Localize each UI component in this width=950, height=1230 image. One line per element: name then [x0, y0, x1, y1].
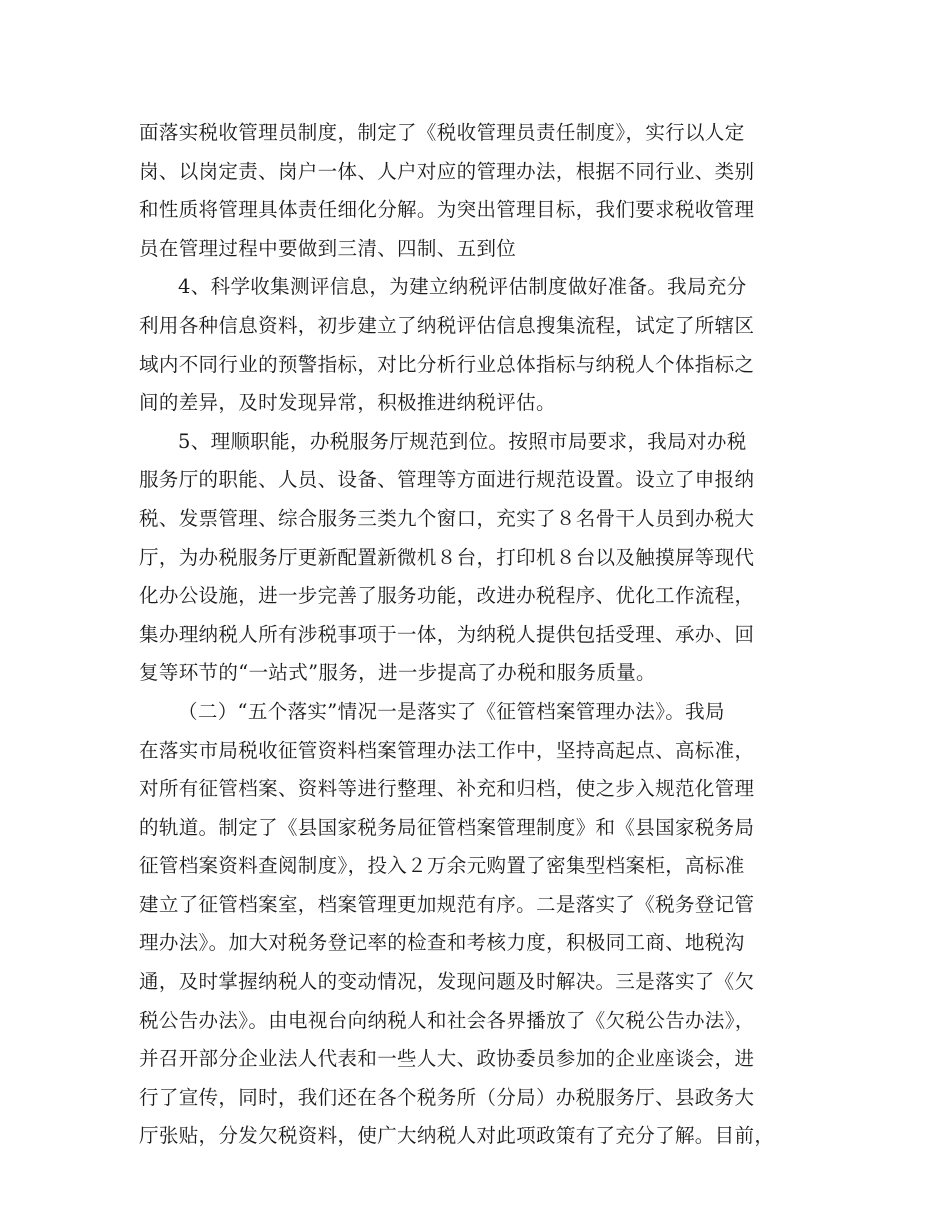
paragraph-line: 和性质将管理具体责任细化分解。为突出管理目标，我们要求税收管理: [139, 198, 755, 222]
paragraph-line: 复等环节的“一站式”服务，进一步提高了办税和服务质量。: [139, 661, 656, 685]
paragraph-line: 征管档案资料查阅制度》，投入２万余元购置了密集型档案柜，高标准: [139, 854, 745, 878]
paragraph-line: 的轨道。制定了《县国家税务局征管档案管理制度》和《县国家税务局: [139, 815, 755, 839]
paragraph-line: 员在管理过程中要做到三清、四制、五到位: [139, 236, 517, 260]
paragraph-line: 域内不同行业的预警指标，对比分析行业总体指标与纳税人个体指标之: [139, 352, 755, 376]
paragraph-line: 化办公设施，进一步完善了服务功能，改进办税程序、优化工作流程，: [139, 584, 755, 608]
body-text: [139, 114, 829, 1156]
paragraph-line: 厅，为办税服务厅更新配置新微机８台，打印机８台以及触摸屏等现代: [139, 545, 755, 569]
paragraph-line: 税、发票管理、综合服务三类九个窗口，充实了８名骨干人员到办税大: [139, 506, 755, 530]
paragraph-line: 岗、以岗定责、岗户一体、人户对应的管理办法，根据不同行业、类别: [139, 159, 755, 183]
paragraph-line: 厅张贴，分发欠税资料，使广大纳税人对此项政策有了充分了解。目前，: [139, 1124, 775, 1148]
paragraph-line: 利用各种信息资料，初步建立了纳税评估信息搜集流程，试定了所辖区: [139, 313, 755, 337]
paragraph-line: 服务厅的职能、人员、设备、管理等方面进行规范设置。设立了申报纳: [139, 468, 755, 492]
paragraph-line: 集办理纳税人所有涉税事项于一体，为纳税人提供包括受理、承办、回: [139, 622, 755, 646]
paragraph-line: 行了宣传，同时，我们还在各个税务所（分局）办税服务厅、县政务大: [139, 1085, 755, 1109]
paragraph-line: 并召开部分企业法人代表和一些人大、政协委员参加的企业座谈会，进: [139, 1047, 755, 1071]
paragraph-line: 在落实市局税收征管资料档案管理办法工作中，坚持高起点、高标准，: [139, 738, 755, 762]
paragraph-line: （二）“五个落实”情况一是落实了《征管档案管理办法》。我局: [178, 699, 725, 723]
paragraph-line: 通，及时掌握纳税人的变动情况，发现问题及时解决。三是落实了《欠: [139, 970, 755, 994]
paragraph-line: 面落实税收管理员制度，制定了《税收管理员责任制度》，实行以人定: [139, 121, 745, 144]
paragraph-line: 对所有征管档案、资料等进行整理、补充和归档，使之步入规范化管理: [139, 777, 755, 801]
paragraph-line: 建立了征管档案室，档案管理更加规范有序。二是落实了《税务登记管: [139, 892, 755, 916]
paragraph-line: 理办法》。加大对税务登记率的检查和考核力度，积极同工商、地税沟: [139, 931, 745, 955]
paragraph-line: 5、理顺职能，办税服务厅规范到位。按照市局要求，我局对办税: [178, 429, 747, 453]
paragraph-line: 税公告办法》。由电视台向纳税人和社会各界播放了《欠税公告办法》，: [139, 1008, 755, 1032]
paragraph-line: 间的差异，及时发现异常，积极推进纳税评估。: [139, 391, 556, 415]
paragraph-line: 4、科学收集测评信息，为建立纳税评估制度做好准备。我局充分: [178, 275, 747, 299]
